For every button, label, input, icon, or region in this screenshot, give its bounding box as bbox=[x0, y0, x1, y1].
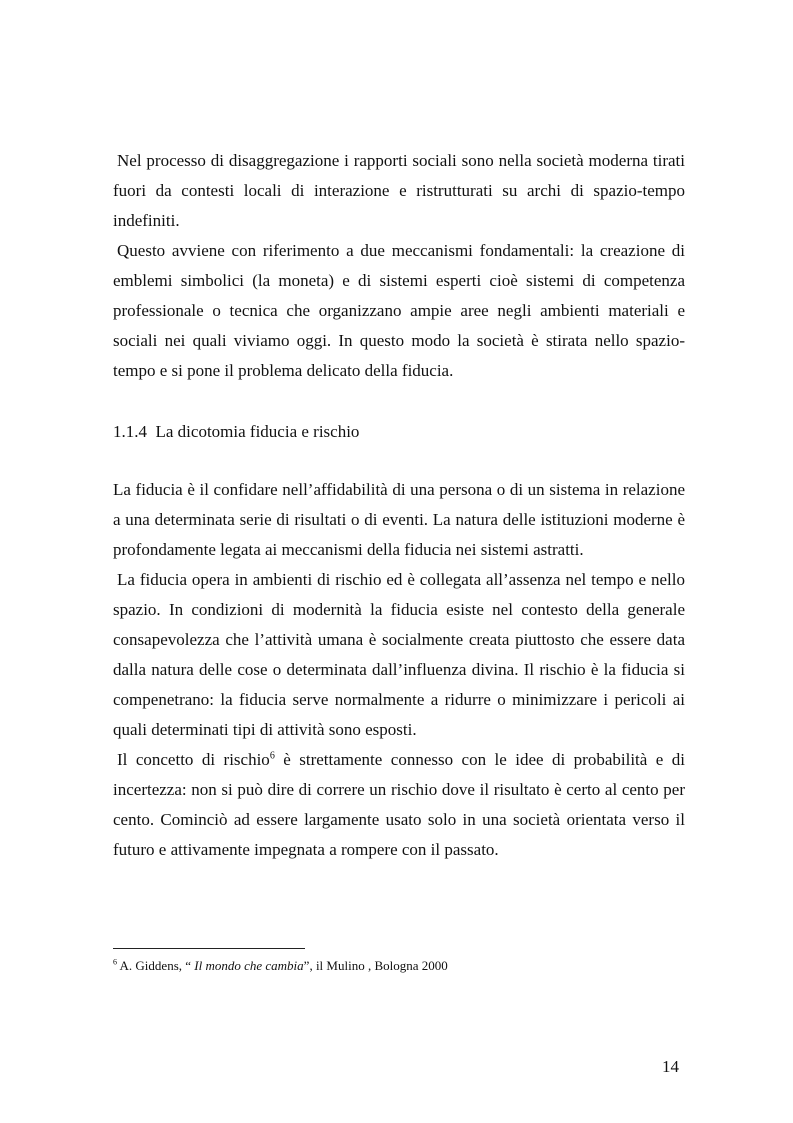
intro-paragraph-1 bbox=[113, 146, 685, 236]
section-paragraph-3 bbox=[113, 745, 685, 865]
footnote-separator bbox=[113, 948, 305, 949]
section-paragraph-2-text: La fiducia opera in ambienti di rischio ed è collegata all’assenza nel tempo e nello spazio. In condizioni di modernità la fiducia esiste nel contesto della generale consapevolezza che l’attività umana è socialmente creata piuttosto che essere data dalla natura delle cose o determinata dall’influenza divina. Il rischio è la fiducia si compenetrano: la fiducia serve normalmente a ridurre o minimizzare i pericoli ai quali determinati tipi di attività sono esposti. bbox=[113, 570, 685, 739]
intro-paragraph-1-text: Nel processo di disaggregazione i rapporti sociali sono nella società moderna tirati fuori da contesti locali di interazione e ristrutturati su archi di spazio-tempo indefiniti. bbox=[113, 151, 685, 230]
section-paragraph-3-text-start: Il concetto di rischio bbox=[117, 750, 270, 769]
footnote-author: A. Giddens, “ bbox=[117, 958, 195, 973]
section-paragraph-3-text-end: è strettamente connesso con le idee di probabilità e di incertezza: non si può dire di correre un rischio dove il risultato è certo al cento per cento. Cominciò ad essere largamente usato solo in una società orientata verso il futuro e attivamente impegnata a rompere con il passato. bbox=[113, 750, 685, 859]
footnote-publisher: ”, il Mulino , Bologna 2000 bbox=[303, 958, 448, 973]
intro-paragraph-2 bbox=[113, 236, 685, 386]
footnote bbox=[113, 958, 448, 974]
page-number: 14 bbox=[662, 1057, 679, 1076]
section-heading: 1.1.4 La dicotomia fiducia e rischio bbox=[113, 422, 360, 441]
intro-paragraph-2-text: Questo avviene con riferimento a due meccanismi fondamentali: la creazione di emblemi simbolici (la moneta) e di sistemi esperti cioè sistemi di competenza professionale o tecnica che organizzano ampie aree negli ambienti materiali e sociali nei quali viviamo oggi. In questo modo la società è stirata nello spazio-tempo e si pone il problema delicato della fiducia. bbox=[113, 241, 685, 380]
section-paragraph-2 bbox=[113, 565, 685, 745]
section-paragraph-1: La fiducia è il confidare nell’affidabilità di una persona o di un sistema in relazione a una determinata serie di risultati o di eventi. La natura delle istituzioni moderne è profondamente legata ai meccanismi della fiducia nei sistemi astratti. bbox=[113, 480, 685, 559]
footnote-reference: 6 bbox=[269, 750, 275, 762]
footnote-title: Il mondo che cambia bbox=[194, 958, 304, 973]
intro-block bbox=[113, 146, 685, 386]
footnote-number: 6 bbox=[113, 957, 117, 967]
section-body bbox=[113, 475, 685, 865]
